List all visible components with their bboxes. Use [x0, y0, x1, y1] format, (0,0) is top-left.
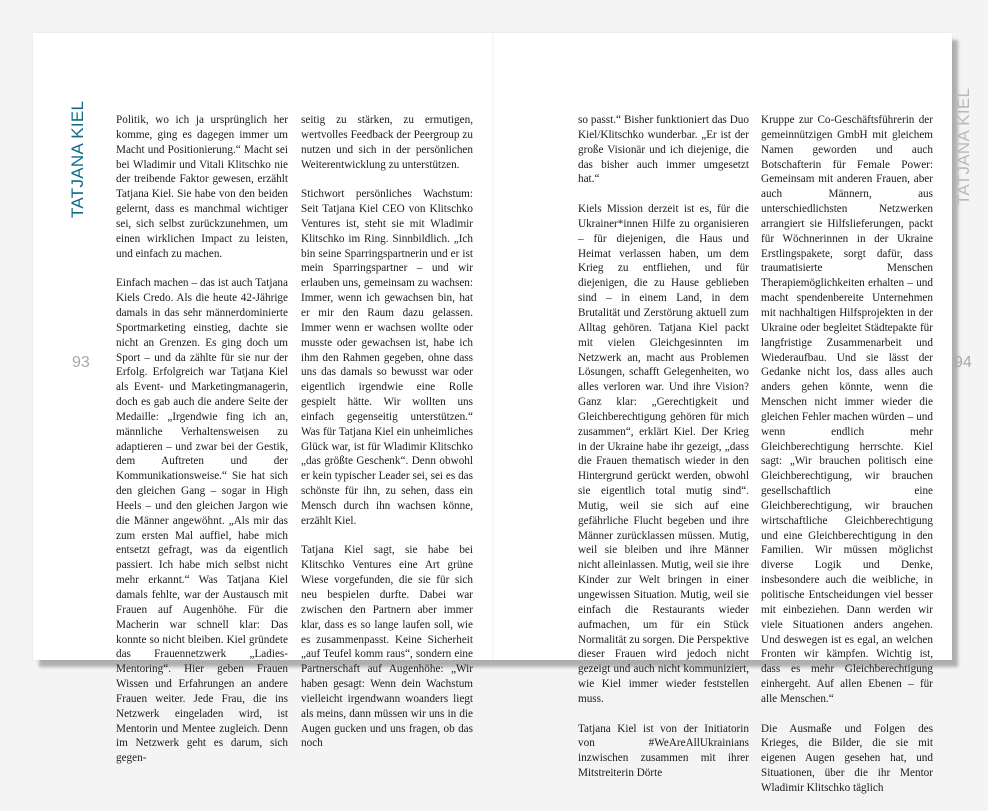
page-number-left: 93: [72, 354, 90, 371]
paragraph: so passt.“ Bisher funktioniert das Duo Kiel/Klitschko wunderbar. „Er ist der große Visionär und ich diejenige, die das bisher auch immer umgesetzt hat.“: [578, 114, 749, 186]
text-column-4: [761, 113, 933, 811]
paragraph: seitig zu stärken, zu ermutigen, wertvolles Feedback der Peergroup zu nutzen und sich in der persönlichen Weiterentwicklung zu unterstützen.: [301, 114, 473, 171]
paragraph: Stichwort persönliches Wachstum: Seit Tatjana Kiel CEO von Klitschko Ventures ist, steht sie mit Wladimir Klitschko im Ring. Sinnbildlich. „Ich bin seine Sparringspartnerin und er ist mein Sparringspartner – und wir erlauben uns, gemeinsam zu wachsen: Immer, wenn ich gewachsen bin, hat er mir den Raum dazu gelassen. Immer wenn er wachsen wollte oder musste oder gewachsen ist, habe ich ihm den Rahmen gegeben, ohne dass uns das damals so bewusst war oder eigentlich irgendwie eine Rolle gespielt hätte. Wir wollten uns einfach gegenseitig unterstützen.“ Was für Tatjana Kiel ein unheimliches Glück war, ist für Wladimir Klitschko „das größte Geschenk“. Denn obwohl er kein typischer Leader sei, sei es das schönste für ihn, zu sehen, dass ein Mensch durch ihn wachsen könne, erzählt Kiel.: [301, 188, 473, 527]
paragraph: Tatjana Kiel sagt, sie habe bei Klitschko Ventures eine Art grüne Wiese vorgefunden, die sie für sich neu bespielen durfte. Dabei war zwischen den Partnern aber immer klar, dass es so lange laufen soll, wie es zusammenpasst. Keine Sicherheit „auf Teufel komm raus“, sondern eine Partnerschaft auf Augenhöhe: „Wir haben gesagt: Wenn dein Wachstum vielleicht irgendwann woanders liegt als meins, dann müssen wir uns in die Augen gucken und uns fragen, ob das noch: [301, 544, 473, 750]
book-spread: [33, 33, 973, 794]
paragraph: Die Ausmaße und Folgen des Krieges, die Bilder, die sie mit eigenen Augen gesehen hat, und Situationen, über die ihr Mentor Wladimir Klitschko täglich: [761, 722, 933, 794]
text-column-1: [116, 113, 288, 781]
text-column-2: [301, 113, 473, 766]
text-column-3: [578, 113, 749, 796]
page-number-right: 94: [954, 354, 972, 371]
page-gutter: [492, 33, 494, 660]
paragraph: Kruppe zur Co-Geschäftsführerin der gemeinnützigen GmbH mit gleichem Namen geworden und auch Botschafterin für Female Power: Gemeinsam mit anderen Frauen, aber auch Männern, aus unterschiedlichsten Netzwerken arrangiert sie Hilfslieferungen, packt für Wöchnerinnen in der Ukraine Erstlingspakete, sorgt dafür, dass traumatisierte Menschen Therapiemöglichkeiten erhalten – und macht spendenbereite Unternehmen mit nachhaltigen Hilfsprojekten in der Ukraine oder begleitet Städtepakte für langfristige Zusammenarbeit und Wiederaufbau. Und sie lässt der Gedanke nicht los, dass alles auch anders gehen könnte, wenn die Menschen nicht immer wieder die gleichen Fehler machen würden – und wenn endlich mehr Gleichberechtigung herrschte. Kiel sagt: „Wir brauchen politisch eine Gleichberechtigung, wir brauchen gesellschaftlich eine Gleichberechtigung, wir brauchen wirtschaftliche Gleichberechtigung und eine Gleichberechtigung in den Familien. Wir müssen möglichst diverse Logik und Denke, insbesondere auch die weibliche, in politische Entscheidungen viel besser mit einbeziehen. Dann werden wir viele Situationen anders angehen. Und deswegen ist es egal, an welchen Fronten wir kämpfen. Wichtig ist, dass es mehr Gleichberechtigung einhergeht. Auf allen Ebenen – für alle Menschen.“: [761, 114, 933, 705]
running-title-left: TATJANA KIEL: [68, 100, 87, 218]
paragraph: Kiels Mission derzeit ist es, für die Ukrainer*innen Hilfe zu organisieren – für diejenigen, die Haus und Heimat verlassen haben, um dem Krieg zu entfliehen, und für diejenigen, die zu Hause geblieben sind – in einem Land, in dem Brutalität und Zerstörung aktuell zum Alltag gehören. Tatjana Kiel packt mit vielen Gleichgesinnten im Netzwerk an, macht aus Problemen Lösungen, schafft Gelegenheiten, wo alles verloren war. Und ihre Vision? Ganz klar: „Gerechtigkeit und Gleichberechtigung gehören für mich zusammen“, erklärt Kiel. Der Krieg in der Ukraine habe ihr gezeigt, „dass die Frauen thematisch wieder in den Hintergrund gerückt werden, obwohl sie eigentlich total mutig sind“. Mutig, weil sie sich auf eine gefährliche Flucht begeben und ihre Männer zurücklassen müssen. Mutig, weil sie bleiben und ihre Männer nicht alleinlassen. Mutig, weil sie ihre Kinder zur Welt bringen in einer ungewissen Situation. Mutig, weil sie einfach die Restaurants wieder aufmachen, um für ein Stück Normalität zu sorgen. Die Perspektive dieser Frauen wird jedoch nicht gezeigt und auch nicht kommuniziert, wie Kiel immer wieder feststellen muss.: [578, 203, 749, 705]
paragraph: Einfach machen – das ist auch Tatjana Kiels Credo. Als die heute 42-Jährige damals in das sehr männerdominierte Sportmarketing einstieg, dachte sie nicht an Grenzen. Es ging doch um Sport – und da zählte für sie nur der Erfolg. Erfolgreich war Tatjana Kiel als Event- und Marketingmanagerin, doch es gab auch die andere Seite der Medaille: „Irgendwie fing ich an, männliche Verhaltensweisen zu adaptieren – und zwar bei der Gestik, dem Auftreten und der Kommunikationsweise.“ Sie hat sich den gleichen Gang – sogar in High Heels – und den gleichen Jargon wie die Männer angewöhnt. „Als mir das zum ersten Mal auffiel, habe mich entsetzt gefragt, was da eigentlich passiert. Ich habe mich selbst nicht mehr erkannt.“ Was Tatjana Kiel damals fehlte, war der Austausch mit Frauen auf Augenhöhe. Für die Macherin war schnell klar: Das konnte so nicht bleiben. Kiel gründete das Frauennetzwerk „Ladies-Mentoring“. Hier geben Frauen Wissen und Erfahrungen an andere Frauen weiter. Jede Frau, die ins Netzwerk eingeladen wird, ist Mentorin und Mentee zugleich. Denn im Netzwerk geht es darum, sich gegen-: [116, 277, 288, 765]
running-title-right: TATJANA KIEL: [954, 87, 973, 205]
paragraph: Politik, wo ich ja ursprünglich her komme, ging es dagegen immer um Macht und Positionierung.“ Macht sei bei Wladimir und Vitali Klitschko nie der treibende Faktor gewesen, erzählt Tatjana Kiel. Sie habe von den beiden gelernt, dass es manchmal wichtiger sei, sich selbst zurückzunehmen, um einen wirklichen Impact zu leisten, und einfach zu machen.: [116, 114, 288, 260]
paragraph: Tatjana Kiel ist von der Initiatorin von #WeAreAllUkrainians inzwischen zusammen mit ihrer Mitstreiterin Dörte: [578, 722, 749, 780]
